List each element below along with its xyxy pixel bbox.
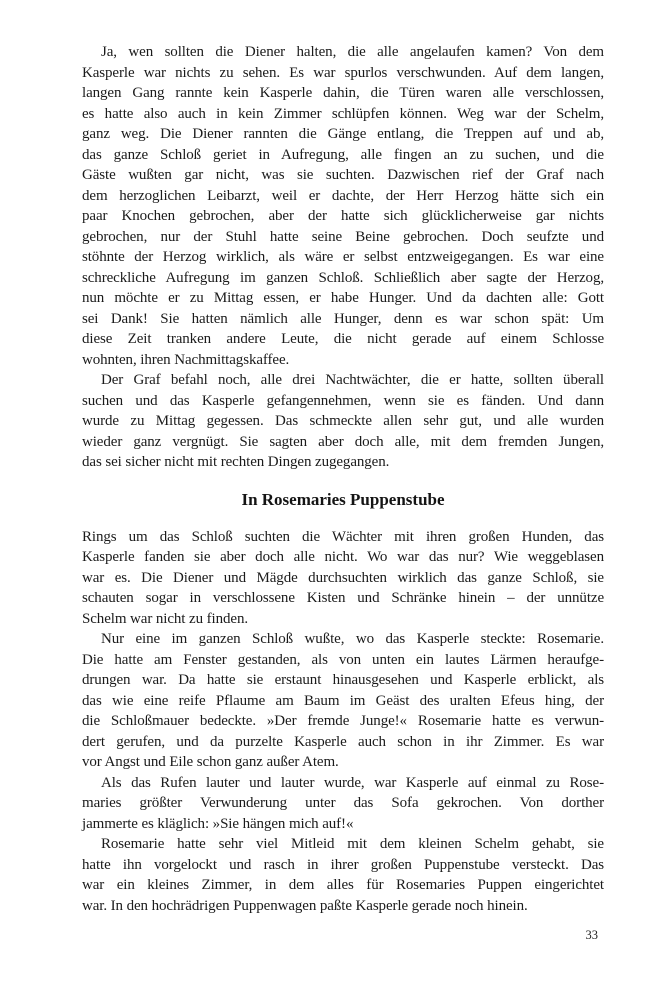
text-line: Als das Rufen lauter und lauter wurde, war Kasperle auf einmal zu Rose- [101, 774, 604, 791]
paragraph [82, 629, 604, 773]
text-line: Rings um das Schloß suchten die Wächter mit ihren großen Hunden, das [82, 528, 604, 545]
text-line: das wie eine reife Pflaume am Baum im Geäst des uralten Efeus hing, der [82, 692, 604, 709]
text-line: war ein kleines Zimmer, in dem alles für Rosemaries Puppen eingerichtet [82, 877, 604, 893]
text-line: Der Graf befahl noch, alle drei Nachtwächter, die er hatte, sollten überall [101, 372, 604, 388]
text-line: Nur eine im ganzen Schloß wußte, wo das Kasperle steckte: Rosemarie. [101, 631, 604, 647]
paragraph [82, 42, 604, 370]
text-line: Die hatte am Fenster gestanden, als von unten ein lautes Lärmen heraufge- [82, 651, 604, 668]
paragraph [82, 527, 604, 630]
text-line: nun möchte er zu Mittag essen, er habe Hunger. Und da dachten alle: Gott [82, 290, 604, 306]
text-line: wieder ganz vergnügt. Sie sagten aber doch alle, mit dem fremden Jungen, [82, 433, 604, 450]
page-text [82, 42, 604, 916]
paragraph [82, 773, 604, 835]
text-line: war. In den hochrädrigen Puppenwagen paßte Kasperle gerade noch hinein. [82, 897, 528, 914]
text-line: die Schloßmauer bedeckte. »Der fremde Junge!« Rosemarie hatte es verwun- [82, 713, 604, 729]
text-line: war es. Die Diener und Mägde durchsuchten wirklich das ganze Schloß, sie [82, 569, 604, 586]
text-line: maries größter Verwunderung unter das Sofa gekrochen. Von dorther [82, 795, 604, 811]
text-line: paar Knochen gebrochen, aber der hatte sich glücklicherweise gar nichts [82, 208, 604, 224]
text-line: das sei sicher nicht mit rechten Dingen zugegangen. [82, 454, 390, 470]
text-line: jammerte es kläglich: »Sie hängen mich auf!« [82, 815, 354, 832]
text-line: Kasperle war nichts zu sehen. Es war spurlos verschwunden. Auf dem langen, [82, 64, 604, 81]
paragraph [82, 370, 604, 473]
text-line: drungen war. Da hatte sie erstaunt hinausgesehen und Kasperle erblickt, als [82, 672, 604, 688]
text-line: vor Angst und Eile schon ganz außer Atem. [82, 754, 339, 770]
page-number: 33 [585, 928, 598, 942]
text-line: Kasperle fanden sie aber doch alle nicht. Wo war das nur? Wie weggeblasen [82, 549, 604, 565]
text-line: dem herzoglichen Leibarzt, weil er dachte, der Herr Herzog hätte sich ein [82, 187, 604, 204]
text-line: das ganze Schloß geriet in Aufregung, alle fingen an zu suchen, und die [82, 146, 604, 163]
text-line: Ja, wen sollten die Diener halten, die alle angelaufen kamen? Von dem [101, 44, 604, 60]
text-line: es hatte also auch in kein Zimmer schlüpfen können. Weg war der Schelm, [82, 105, 604, 122]
text-line: diese Zeit tranken andere Leute, die nicht gerade auf einem Schlosse [82, 331, 604, 347]
text-line: sei Dank! Sie hatten nämlich alle Hunger, denn es war schon spät: Um [82, 310, 604, 327]
text-line: langen Gang rannte kein Kasperle dahin, die Türen waren alle verschlossen, [82, 85, 604, 101]
text-line: ganz weg. Die Diener rannten die Gänge entlang, die Treppen auf und ab, [82, 126, 604, 142]
text-line: Rosemarie hatte sehr viel Mitleid mit dem kleinen Schelm gehabt, sie [101, 836, 604, 852]
text-line: schreckliche Aufregung im ganzen Schloß. Schließlich aber sagte der Herzog, [82, 269, 604, 286]
text-line: hatte ihn vorgelockt und rasch in ihrer großen Puppenstube versteckt. Das [82, 856, 604, 873]
text-line: Schelm war nicht zu finden. [82, 610, 248, 627]
text-line: wurde zu Mittag gegessen. Das schmeckte allen sehr gut, und alle wurden [82, 413, 604, 429]
paragraph [82, 834, 604, 916]
text-line: schauten sogar in verschlossene Kisten und Schränke hinein – der unnütze [82, 590, 604, 606]
chapter-heading: In Rosemaries Puppenstube [241, 489, 445, 509]
text-line: wohnten, ihren Nachmittagskaffee. [82, 351, 290, 368]
text-line: stöhnte der Herzog wirklich, als wäre er selbst entzweigegangen. Es war eine [82, 249, 604, 265]
text-line: suchen und das Kasperle gefangennehmen, wenn sie es fänden. Und dann [82, 392, 604, 409]
text-line: dert gerufen, und da purzelte Kasperle auch schon in ihr Zimmer. Es war [82, 733, 604, 750]
text-line: gebrochen, nur der Stuhl hatte seine Beine gebrochen. Doch seufzte und [82, 228, 604, 245]
text-line: Gäste wußten gar nicht, was sie suchten. Dazwischen rief der Graf nach [82, 167, 604, 183]
